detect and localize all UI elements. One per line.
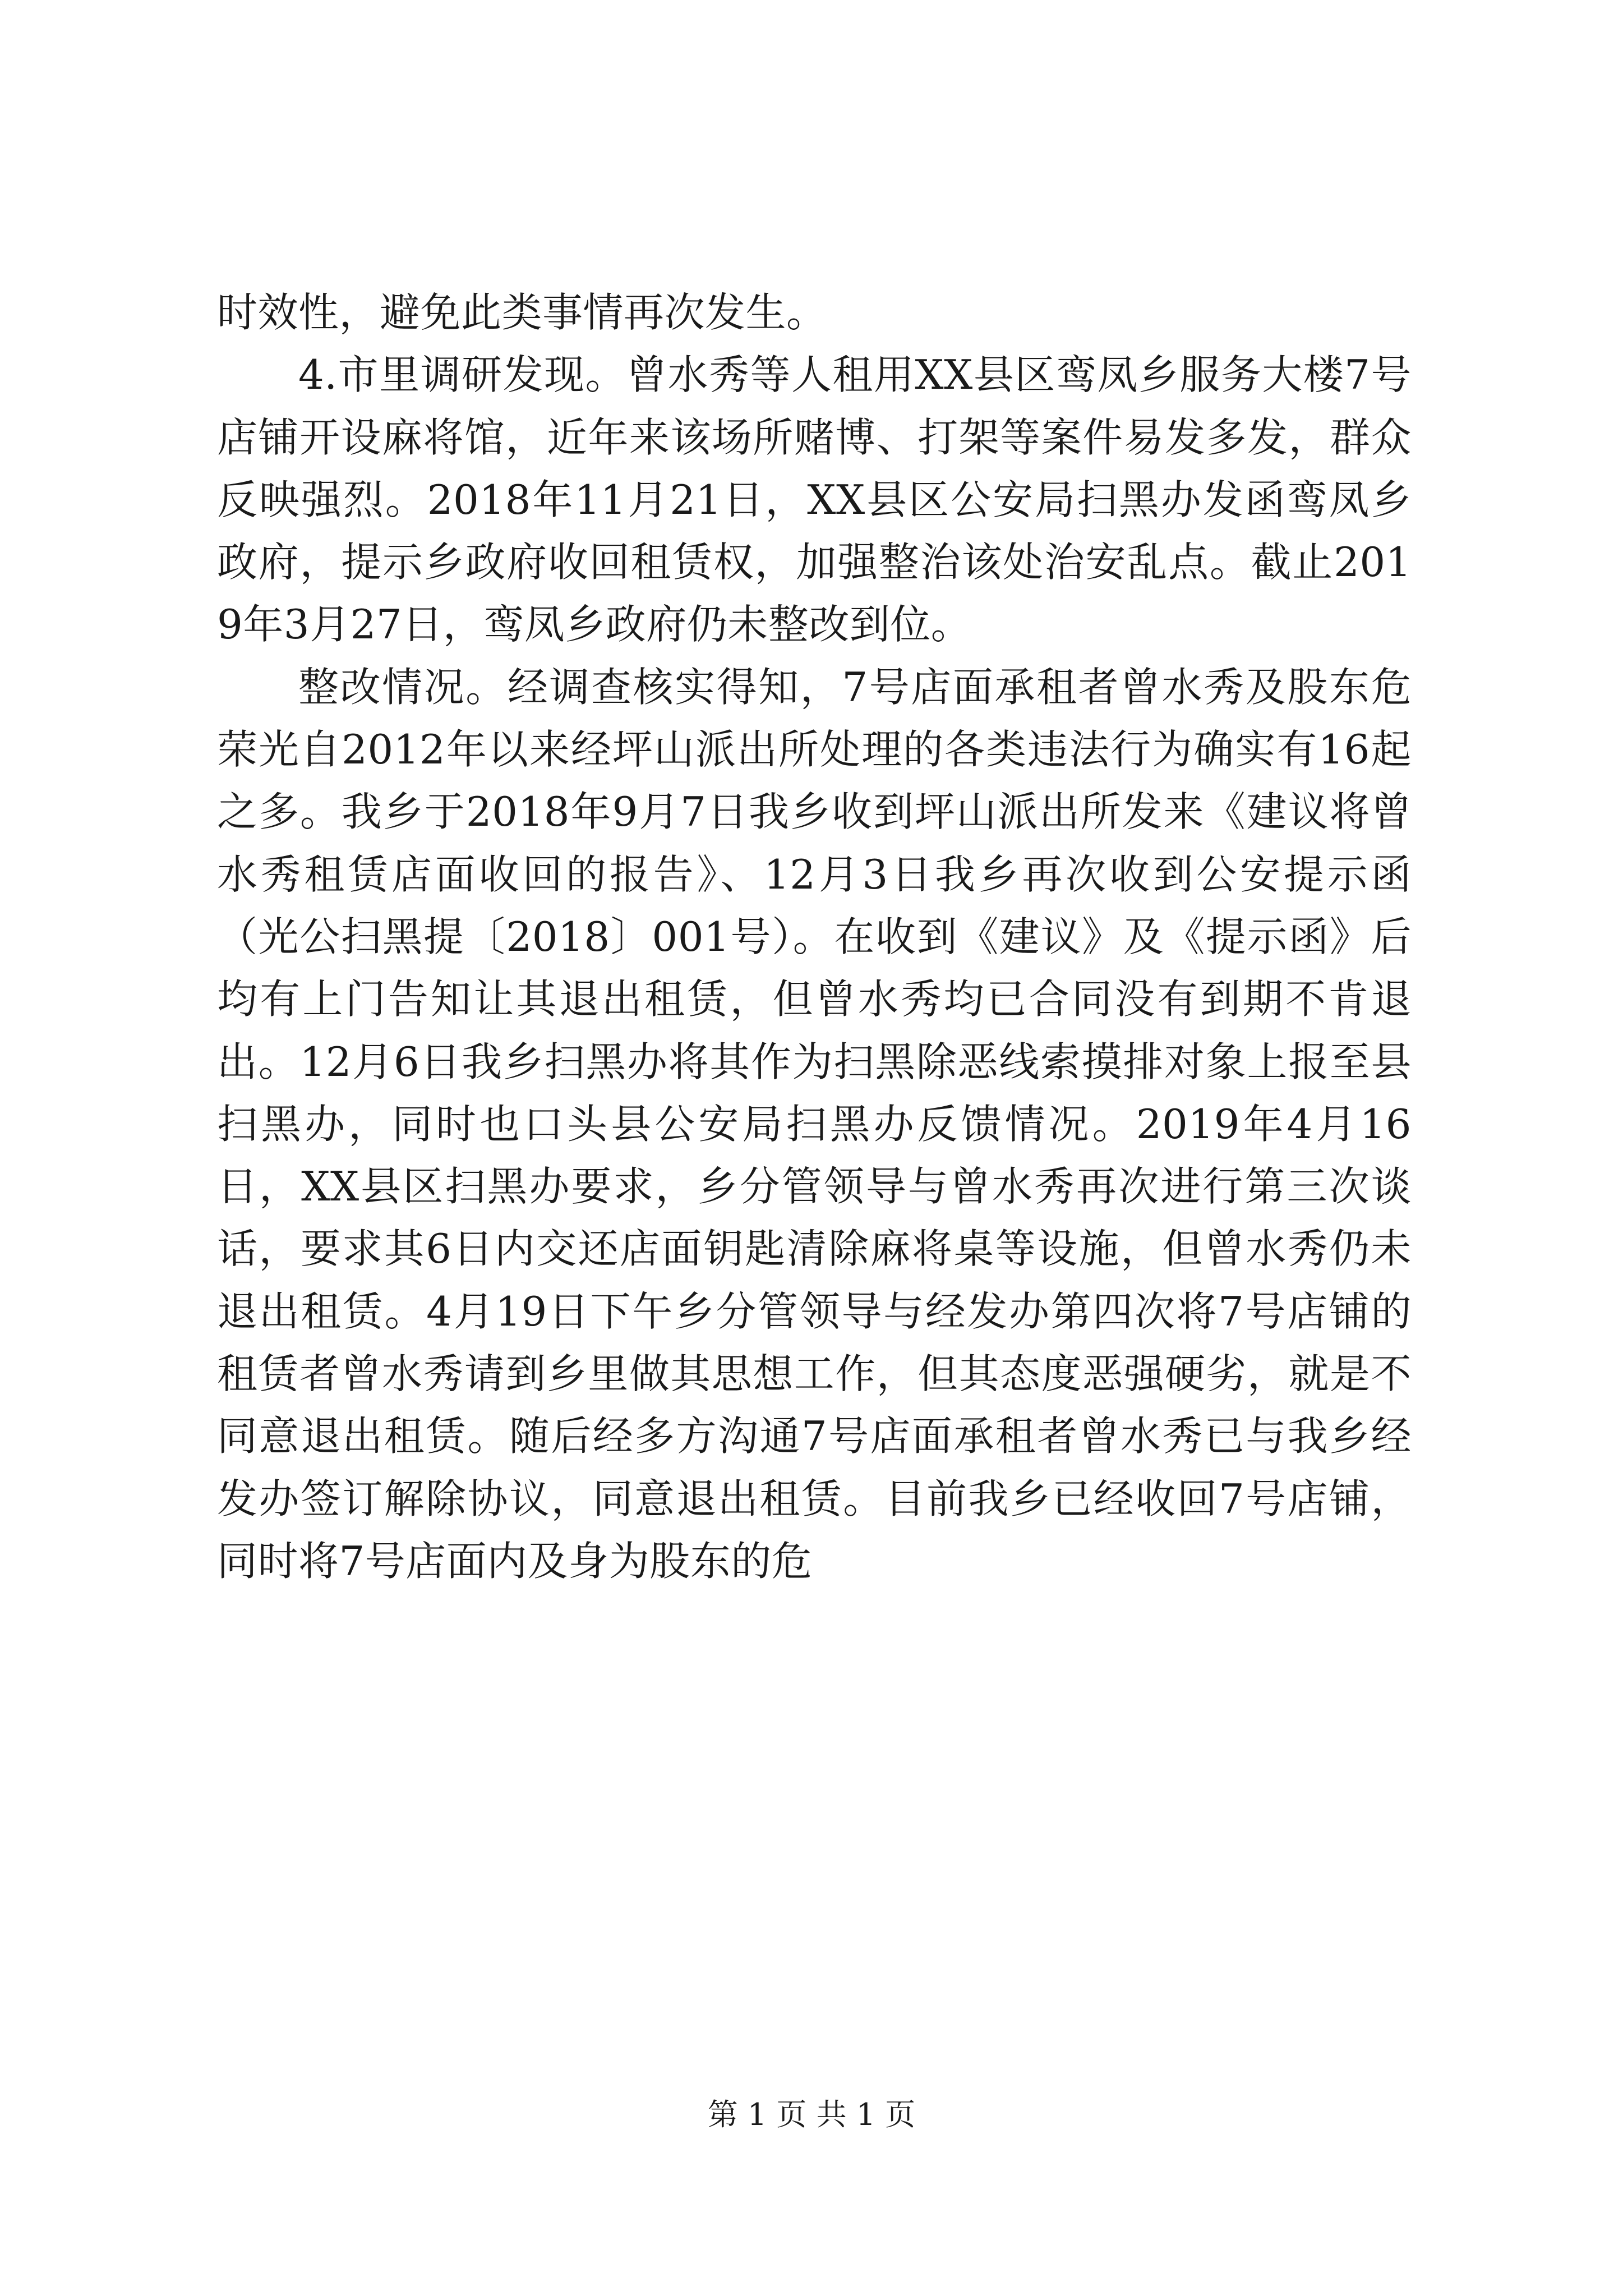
paragraph-item-4: 4.市里调研发现。曾水秀等人租用XX县区鸾凤乡服务大楼7号店铺开设麻将馆，近年来该场所赌博、打架等案件易发多发，群众反映强烈。2018年11月21日，XX县区公安局扫黑办发函鸾凤乡政府，提示乡政府收回租赁权，加强整治该处治安乱点。截止2019年3月27日，鸾凤乡政府仍未整改到位。 (217, 351, 1412, 648)
paragraph-continuation: 时效性，避免此类事情再次发生。 (217, 289, 827, 336)
paragraph-rectification-status: 整改情况。经调查核实得知，7号店面承租者曾水秀及股东危荣光自2012年以来经坪山派出所处理的各类违法行为确实有16起之多。我乡于2018年9月7日我乡收到坪山派出所发来《建议将曾水秀租赁店面收回的报告》、12月3日我乡再次收到公安提示函（光公扫黑提〔2018〕001号）。在收到《建议》及《提示函》后均有上门告知让其退出租赁，但曾水秀均已合同没有到期不肯退出。12月6日我乡扫黑办将其作为扫黑除恶线索摸排对象上报至县扫黑办，同时也口头县公安局扫黑办反馈情况。2019年4月16日，XX县区扫黑办要求，乡分管领导与曾水秀再次进行第三次谈话，要求其6日内交还店面钥匙清除麻将桌等设施，但曾水秀仍未退出租赁。4月19日下午乡分管领导与经发办第四次将7号店铺的租赁者曾水秀请到乡里做其思想工作，但其态度恶强硬劣，就是不同意退出租赁。随后经多方沟通7号店面承租者曾水秀已与我乡经发办签订解除协议，同意退出租赁。目前我乡已经收回7号店铺，同时将7号店面内及身为股东的危 (217, 663, 1412, 1585)
document-body (217, 282, 1412, 1593)
page-footer: 第 1 页 共 1 页 (707, 2097, 916, 2132)
